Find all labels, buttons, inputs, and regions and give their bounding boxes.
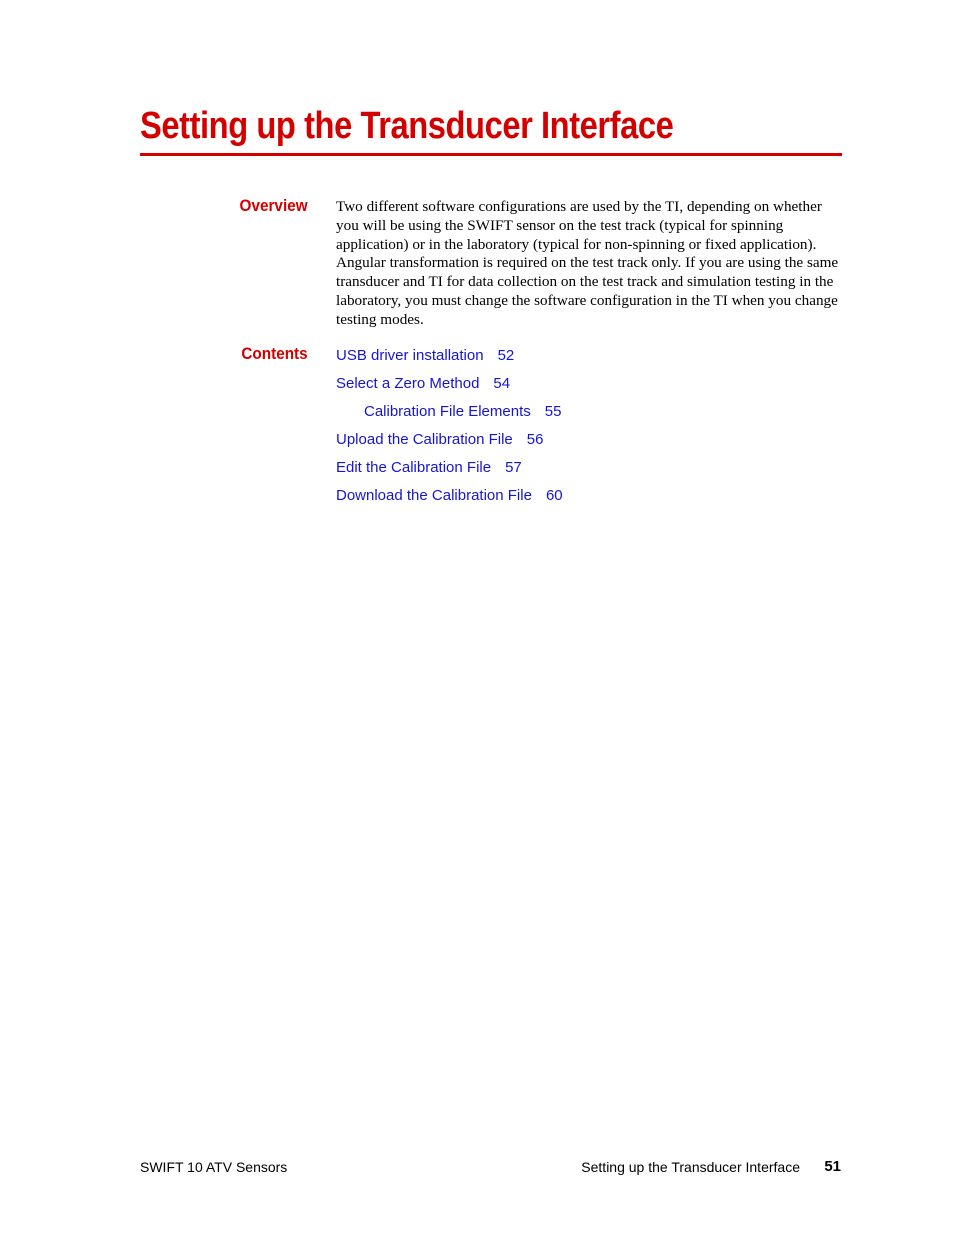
- overview-label: Overview: [239, 196, 308, 215]
- toc-link-calibration-file-elements[interactable]: [336, 400, 563, 428]
- toc-link-select-zero-method[interactable]: [336, 372, 563, 400]
- toc-link-download-calibration-file[interactable]: [336, 484, 563, 512]
- overview-text: Two different software configurations are used by the TI, depending on whether you will be using the SWIFT sensor on the test track (typical for spinning application) or in the laboratory (typical for non-spinning or fixed application). Angular transformation is required on the test track only. If you are using the same transducer and TI for data collection on the test track and simulation testing in the laboratory, you must change the software configuration in the TI when you change testing modes.: [336, 198, 839, 328]
- contents-label: Contents: [241, 344, 308, 363]
- toc-page-number: 54: [493, 375, 511, 392]
- toc-link-text: Calibration File Elements: [364, 403, 531, 420]
- toc-page-number: 55: [544, 403, 562, 420]
- toc-link-text: Download the Calibration File: [336, 487, 532, 504]
- toc-page-number: 57: [505, 459, 522, 476]
- footer-page-number: 51: [824, 1158, 841, 1175]
- toc-page-number: 56: [526, 431, 544, 448]
- toc-link-text: USB driver installation: [336, 347, 484, 364]
- toc-link-text: Select a Zero Method: [336, 375, 480, 392]
- toc-link-text: Upload the Calibration File: [336, 431, 513, 448]
- toc-link-upload-calibration-file[interactable]: [336, 428, 563, 456]
- page-title: Setting up the Transducer Interface: [140, 105, 674, 147]
- toc-page-number: 52: [497, 347, 515, 364]
- toc-link-text: Edit the Calibration File: [336, 459, 492, 476]
- title-rule: [140, 153, 842, 156]
- footer-product-name: SWIFT 10 ATV Sensors: [140, 1159, 288, 1175]
- contents-list: [336, 344, 563, 512]
- toc-page-number: 60: [545, 487, 563, 504]
- footer-chapter-title: Setting up the Transducer Interface: [581, 1159, 800, 1175]
- toc-link-edit-calibration-file[interactable]: [336, 456, 563, 484]
- toc-link-usb-driver-installation[interactable]: [336, 344, 563, 372]
